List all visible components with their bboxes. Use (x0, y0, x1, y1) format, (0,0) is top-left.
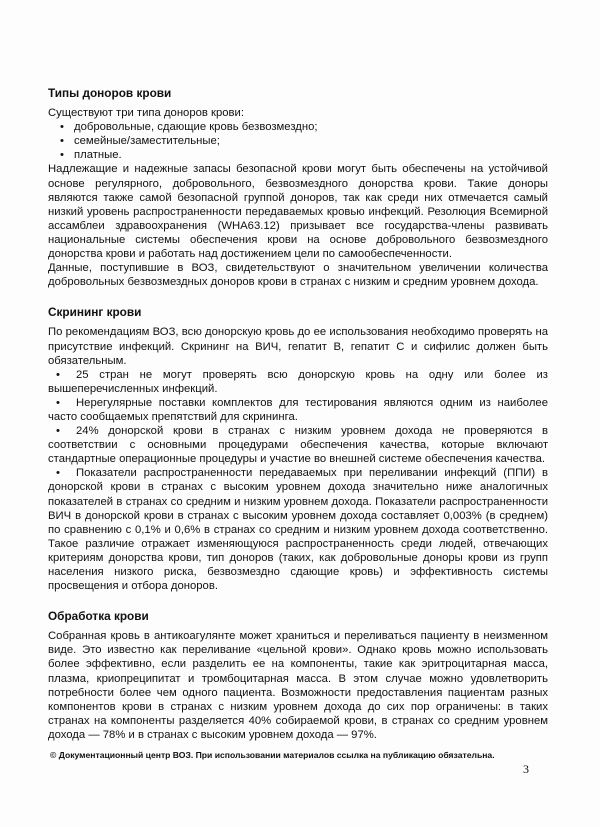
screening-bullet (48, 424, 548, 466)
processing-paragraph: Собранная кровь в антикоагулянте может храниться и переливаться пациенту в неизменном виде. Это известно как переливание «цельной крови». Однако кровь можно использовать более эффективно, если разделить ее на компоненты, такие как эритроцитарная масса, плазма, криопреципитат и тромбоцитарная масса. В этом случае можно удовлетворить потребности более чем одного пациента. Возможности предоставления пациентам разных компонентов крови в странах с низким уровнем дохода до сих пор ограничены: в таких странах на компоненты разделяется 40% собираемой крови, в странах со средним уровнем дохода — 78% и в странах с высоким уровнем дохода — 97%. (48, 630, 548, 741)
donor-types-intro: Существуют три типа доноров крови: (48, 107, 245, 120)
bullet-text: 25 стран не могут проверять всю донорскую кровь на одну или более из вышеперечисленных инфекций. (48, 368, 548, 395)
bullet-text: Нерегулярные поставки комплектов для тестирования являются одним из наиболее часто сообщаемых препятствий для скрининга. (48, 396, 548, 423)
screening-intro: По рекомендациям ВОЗ, всю донорскую кровь до ее использования необходимо проверять на присутствие инфекций. Скрининг на ВИЧ, гепатит В, гепатит С и сифилис должен быть обязательным. (48, 326, 548, 367)
screening-bullet (48, 368, 548, 396)
bullet-text: Показатели распространенности передаваемых при переливании инфекций (ППИ) в донорской крови в странах с высоким уровнем дохода значительно ниже аналогичных показателей в странах со средним и низким уровнем дохода. Показатели распространенности ВИЧ в донорской крови в странах с высоким уровнем дохода составляет 0,003% (в среднем) по сравнению с 0,1% и 0,6% в странах со средним и низким уровнем дохода соответственно. Такое различие отражает изменяющуюся распространенность среди людей, отвечающих критериям донорства крови, тип доноров (таких, как добровольные доноры крови из групп населения низкого риска, безвозмездно сдающие кровь) и эффективность системы просвещения и отбора доноров. (48, 467, 548, 593)
screening-bullet (48, 396, 548, 424)
list-item: • платные. (48, 148, 548, 162)
who-data-paragraph: Данные, поступившие в ВОЗ, свидетельствуют о значительном увеличении количества добровольных безвозмездных доноров крови в странах с низким и средним уровнем дохода. (48, 262, 548, 289)
section-heading-donor-types: Типы доноров крови (48, 86, 172, 100)
section-heading-screening: Скрининг крови (48, 305, 142, 320)
list-item: • семейные/заместительные; (48, 134, 548, 148)
donor-supply-paragraph: Надлежащие и надежные запасы безопасной крови могут быть обеспечены на устойчивой основе регулярного, добровольного, безвозмездного донорства крови. Такие доноры являются также самой безопасной группой доноров, так как среди них отмечается самый низкий уровень распространенности передаваемых кровью инфекций. Резолюция Всемирной ассамблеи здравоохранения (WHA63.12) призывает все государства-члены развивать национальные системы обеспечения крови на основе добровольного безвозмездного донорства крови и работать над достижением цели по самообеспеченности. (48, 163, 548, 261)
bullet-icon: • (56, 368, 60, 381)
bullet-icon: • (56, 467, 60, 480)
page-number: 3 (523, 762, 529, 776)
copyright-footer: © Документационный центр ВОЗ. При использовании материалов ссылка на публикацию обязательна. (50, 750, 495, 760)
bullet-icon: • (56, 396, 60, 409)
bullet-text: 24% донорской крови в странах с низким уровнем дохода не проверяются в соответствии с основными процедурами обеспечения качества, которые включают стандартные операционные процедуры и участие во внешней системе обеспечения качества. (48, 425, 548, 466)
bullet-icon: • (56, 425, 60, 438)
donor-types-list (48, 120, 548, 162)
document-body (48, 86, 548, 742)
screening-bullet (48, 466, 548, 593)
section-heading-processing: Обработка крови (48, 609, 149, 624)
list-item: • добровольные, сдающие кровь безвозмездно; (48, 120, 548, 134)
